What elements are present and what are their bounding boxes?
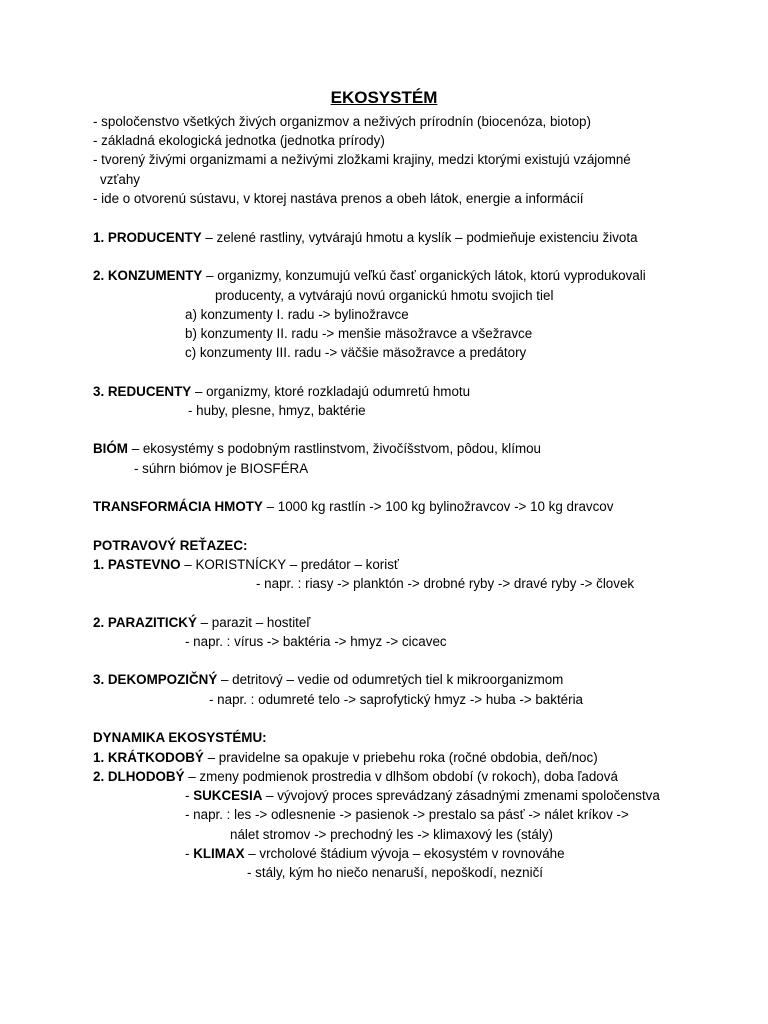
intro-line-2: - základná ekologická jednotka (jednotka prírody) bbox=[93, 133, 385, 148]
producers-heading: 1. PRODUCENTY bbox=[93, 230, 202, 245]
intro-line-4: - ide o otvorenú sústavu, v ktorej nastáva prenos a obeh látok, energie a informácií bbox=[93, 191, 584, 206]
biome-line bbox=[93, 439, 541, 458]
dynamics-long-heading: 2. DLHODOBÝ bbox=[93, 769, 185, 784]
dynamics-succession-heading: SUKCESIA bbox=[193, 788, 263, 803]
transform-line bbox=[93, 497, 613, 516]
producers-text: – zelené rastliny, vytvárajú hmotu a kyslík – podmieňuje existenciu života bbox=[201, 230, 638, 245]
chain-parasitic-heading: 2. PARAZITICKÝ bbox=[93, 615, 197, 630]
dynamics-succession-dash: - bbox=[185, 788, 194, 803]
consumers-cont: producenty, a vytvárajú novú organickú hmotu svojich tiel bbox=[215, 288, 554, 303]
chain-parasitic-text: – parazit – hostiteľ bbox=[196, 615, 311, 630]
dynamics-heading bbox=[93, 728, 267, 747]
intro-line-3-cont: vzťahy bbox=[100, 172, 141, 187]
chain-grazing-heading: 1. PASTEVNO bbox=[93, 557, 181, 572]
consumers-item-a: a) konzumenty I. radu -> bylinožravce bbox=[185, 307, 409, 322]
dynamics-short-heading: 1. KRÁTKODOBÝ bbox=[93, 750, 204, 765]
reducers-sub: - huby, plesne, hmyz, baktérie bbox=[188, 403, 366, 418]
reducers-text: – organizmy, ktoré rozkladajú odumretú hmotu bbox=[191, 384, 471, 399]
chain-heading-text: POTRAVOVÝ REŤAZEC: bbox=[93, 538, 248, 553]
chain-parasitic-example: - napr. : vírus -> baktéria -> hmyz -> cicavec bbox=[185, 634, 447, 649]
dynamics-climax-text: – vrcholové štádium vývoja – ekosystém v rovnováhe bbox=[244, 846, 565, 861]
biome-text: – ekosystémy s podobným rastlinstvom, živočíšstvom, pôdou, klímou bbox=[127, 441, 542, 456]
dynamics-climax-line bbox=[185, 844, 565, 863]
dynamics-climax-heading: KLIMAX bbox=[193, 846, 245, 861]
chain-heading bbox=[93, 536, 248, 555]
consumers-item-b: b) konzumenty II. radu -> menšie mäsožravce a všežravce bbox=[185, 326, 533, 341]
intro-line-1: - spoločenstvo všetkých živých organizmov a neživých prírodnín (biocenóza, biotop) bbox=[93, 114, 591, 129]
page-title: EKOSYSTÉM bbox=[330, 88, 438, 107]
dynamics-short-text: – pravidelne sa opakuje v priebehu roka (ročné obdobia, deň/noc) bbox=[203, 750, 598, 765]
dynamics-climax-sub: - stály, kým ho niečo nenaruší, nepoškodí, nezničí bbox=[247, 865, 543, 880]
dynamics-succession-example-2: nálet stromov -> prechodný les -> klimaxový les (stály) bbox=[230, 827, 553, 842]
chain-decomp-line bbox=[93, 670, 563, 689]
consumers-heading: 2. KONZUMENTY bbox=[93, 268, 203, 283]
dynamics-succession-line bbox=[185, 786, 660, 805]
dynamics-long-text: – zmeny podmienok prostredia v dlhšom období (v rokoch), doba ľadová bbox=[184, 769, 618, 784]
dynamics-short-line bbox=[93, 748, 598, 767]
consumers-item-c: c) konzumenty III. radu -> väčšie mäsožravce a predátory bbox=[185, 345, 527, 360]
producers-line bbox=[93, 228, 638, 247]
chain-grazing-text: – KORISTNÍCKY – predátor – korisť bbox=[180, 557, 399, 572]
dynamics-climax-dash: - bbox=[185, 846, 194, 861]
dynamics-long-line bbox=[93, 767, 618, 786]
intro-line-3: - tvorený živými organizmami a neživými zložkami krajiny, medzi ktorými existujú vzájomné bbox=[93, 152, 631, 167]
transform-heading: TRANSFORMÁCIA HMOTY bbox=[93, 499, 263, 514]
chain-parasitic-line bbox=[93, 613, 310, 632]
consumers-line bbox=[93, 266, 646, 285]
transform-text: – 1000 kg rastlín -> 100 kg bylinožravcov -> 10 kg dravcov bbox=[262, 499, 614, 514]
biome-sub: - súhrn biómov je BIOSFÉRA bbox=[134, 461, 309, 476]
chain-decomp-example: - napr. : odumreté telo -> saprofytický hmyz -> huba -> baktéria bbox=[209, 692, 583, 707]
chain-decomp-text: – detritový – vedie od odumretých tiel k mikroorganizmom bbox=[217, 672, 564, 687]
reducers-heading: 3. REDUCENTY bbox=[93, 384, 192, 399]
consumers-text: – organizmy, konzumujú veľkú časť organických látok, ktorú vyprodukovali bbox=[202, 268, 646, 283]
reducers-line bbox=[93, 382, 470, 401]
chain-grazing-line bbox=[93, 555, 399, 574]
biome-heading: BIÓM bbox=[93, 441, 128, 456]
dynamics-succession-text: – vývojový proces sprevádzaný zásadnými zmenami spoločenstva bbox=[262, 788, 660, 803]
chain-grazing-example: - napr. : riasy -> planktón -> drobné ryby -> dravé ryby -> človek bbox=[256, 576, 635, 591]
chain-decomp-heading: 3. DEKOMPOZIČNÝ bbox=[93, 672, 218, 687]
dynamics-heading-text: DYNAMIKA EKOSYSTÉMU: bbox=[93, 730, 267, 745]
dynamics-succession-example-1: - napr. : les -> odlesnenie -> pasienok -> prestalo sa pásť -> nálet kríkov -> bbox=[185, 807, 629, 822]
